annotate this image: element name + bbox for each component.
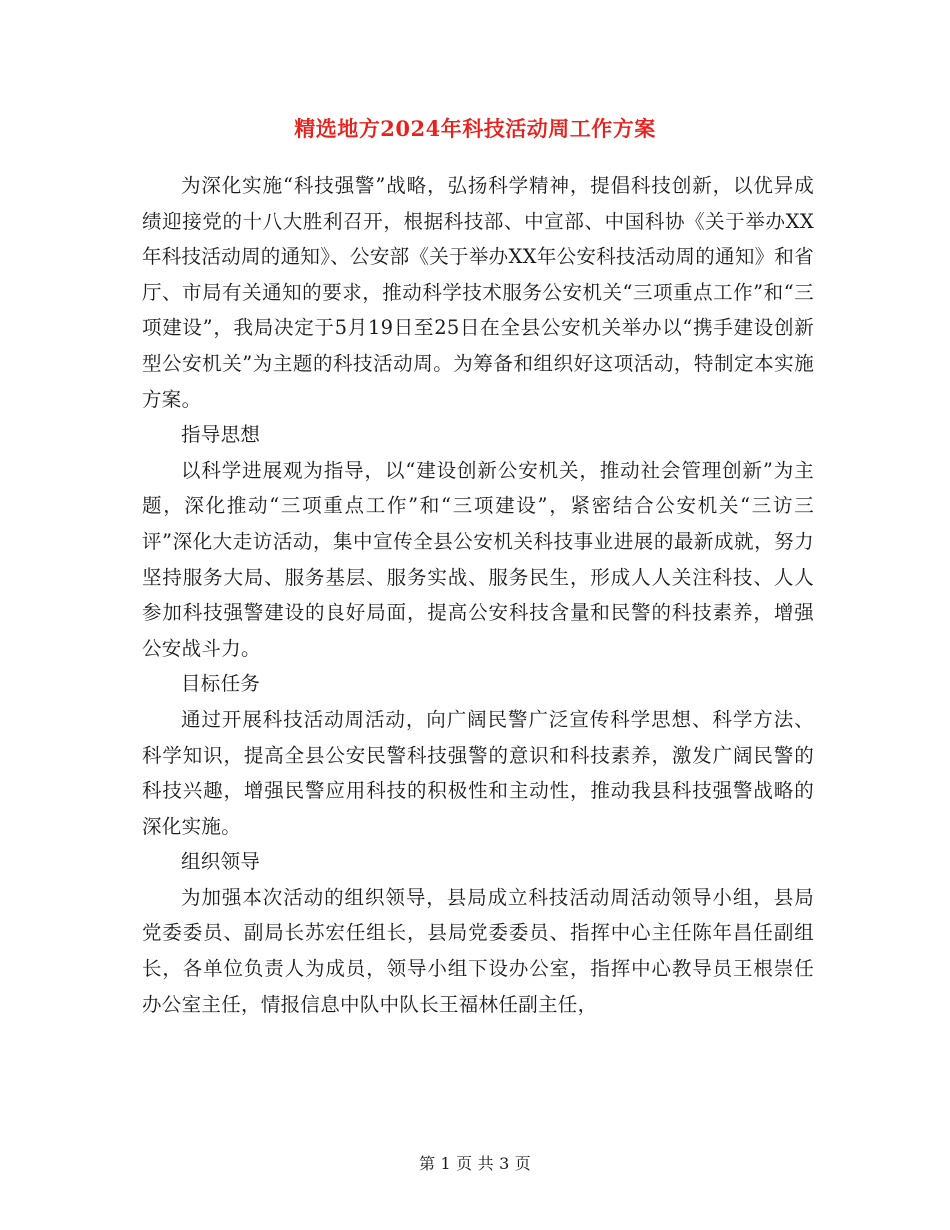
section-heading-goals: 目标任务	[181, 672, 261, 696]
guiding-ideology-paragraph: 以科学进展观为指导，以“建设创新公安机关，推动社会管理创新”为主题，深化推动“三项重点工作”和“三项建设”，紧密结合公安机关“三访三评”深化大走访活动，集中宣传全县公安机关科技事业进展的最新成就，努力坚持服务大局、服务基层、服务实战、服务民生，形成人人关注科技、人人参加科技强警建设的良好局面，提高公安科技含量和民警的科技素养，增强公安战斗力。	[142, 458, 814, 660]
document-body	[142, 168, 814, 1022]
page-number-label: 第 1 页 共 3 页	[419, 1154, 531, 1173]
intro-paragraph: 为深化实施“科技强警”战略，弘扬科学精神，提倡科技创新，以优异成绩迎接党的十八大胜利召开，根据科技部、中宣部、中国科协《关于举办XX年科技活动周的通知》、公安部《关于举办XX年公安科技活动周的通知》和省厅、市局有关通知的要求，推动科学技术服务公安机关“三项重点工作”和“三项建设”，我局决定于5月19日至25日在全县公安机关举办以“携手建设创新型公安机关”为主题的科技活动周。为筹备和组织好这项活动，特制定本实施方案。	[142, 174, 815, 411]
page-footer	[0, 1152, 950, 1176]
section-heading-leadership: 组织领导	[181, 850, 261, 874]
document-title: 精选地方2024年科技活动周工作方案	[294, 116, 656, 141]
leadership-paragraph: 为加强本次活动的组织领导，县局成立科技活动周活动领导小组，县局党委委员、副局长苏宏任组长，县局党委委员、指挥中心主任陈年昌任副组长，各单位负责人为成员，领导小组下设办公室，指挥中心教导员王根崇任办公室主任，情报信息中队中队长王福林任副主任，	[142, 885, 814, 1016]
section-heading-guiding-ideology: 指导思想	[181, 423, 261, 447]
goals-paragraph: 通过开展科技活动周活动，向广阔民警广泛宣传科学思想、科学方法、科学知识，提高全县公安民警科技强警的意识和科技素养，激发广阔民警的科技兴趣，增强民警应用科技的积极性和主动性，推动我县科技强警战略的深化实施。	[142, 707, 814, 838]
